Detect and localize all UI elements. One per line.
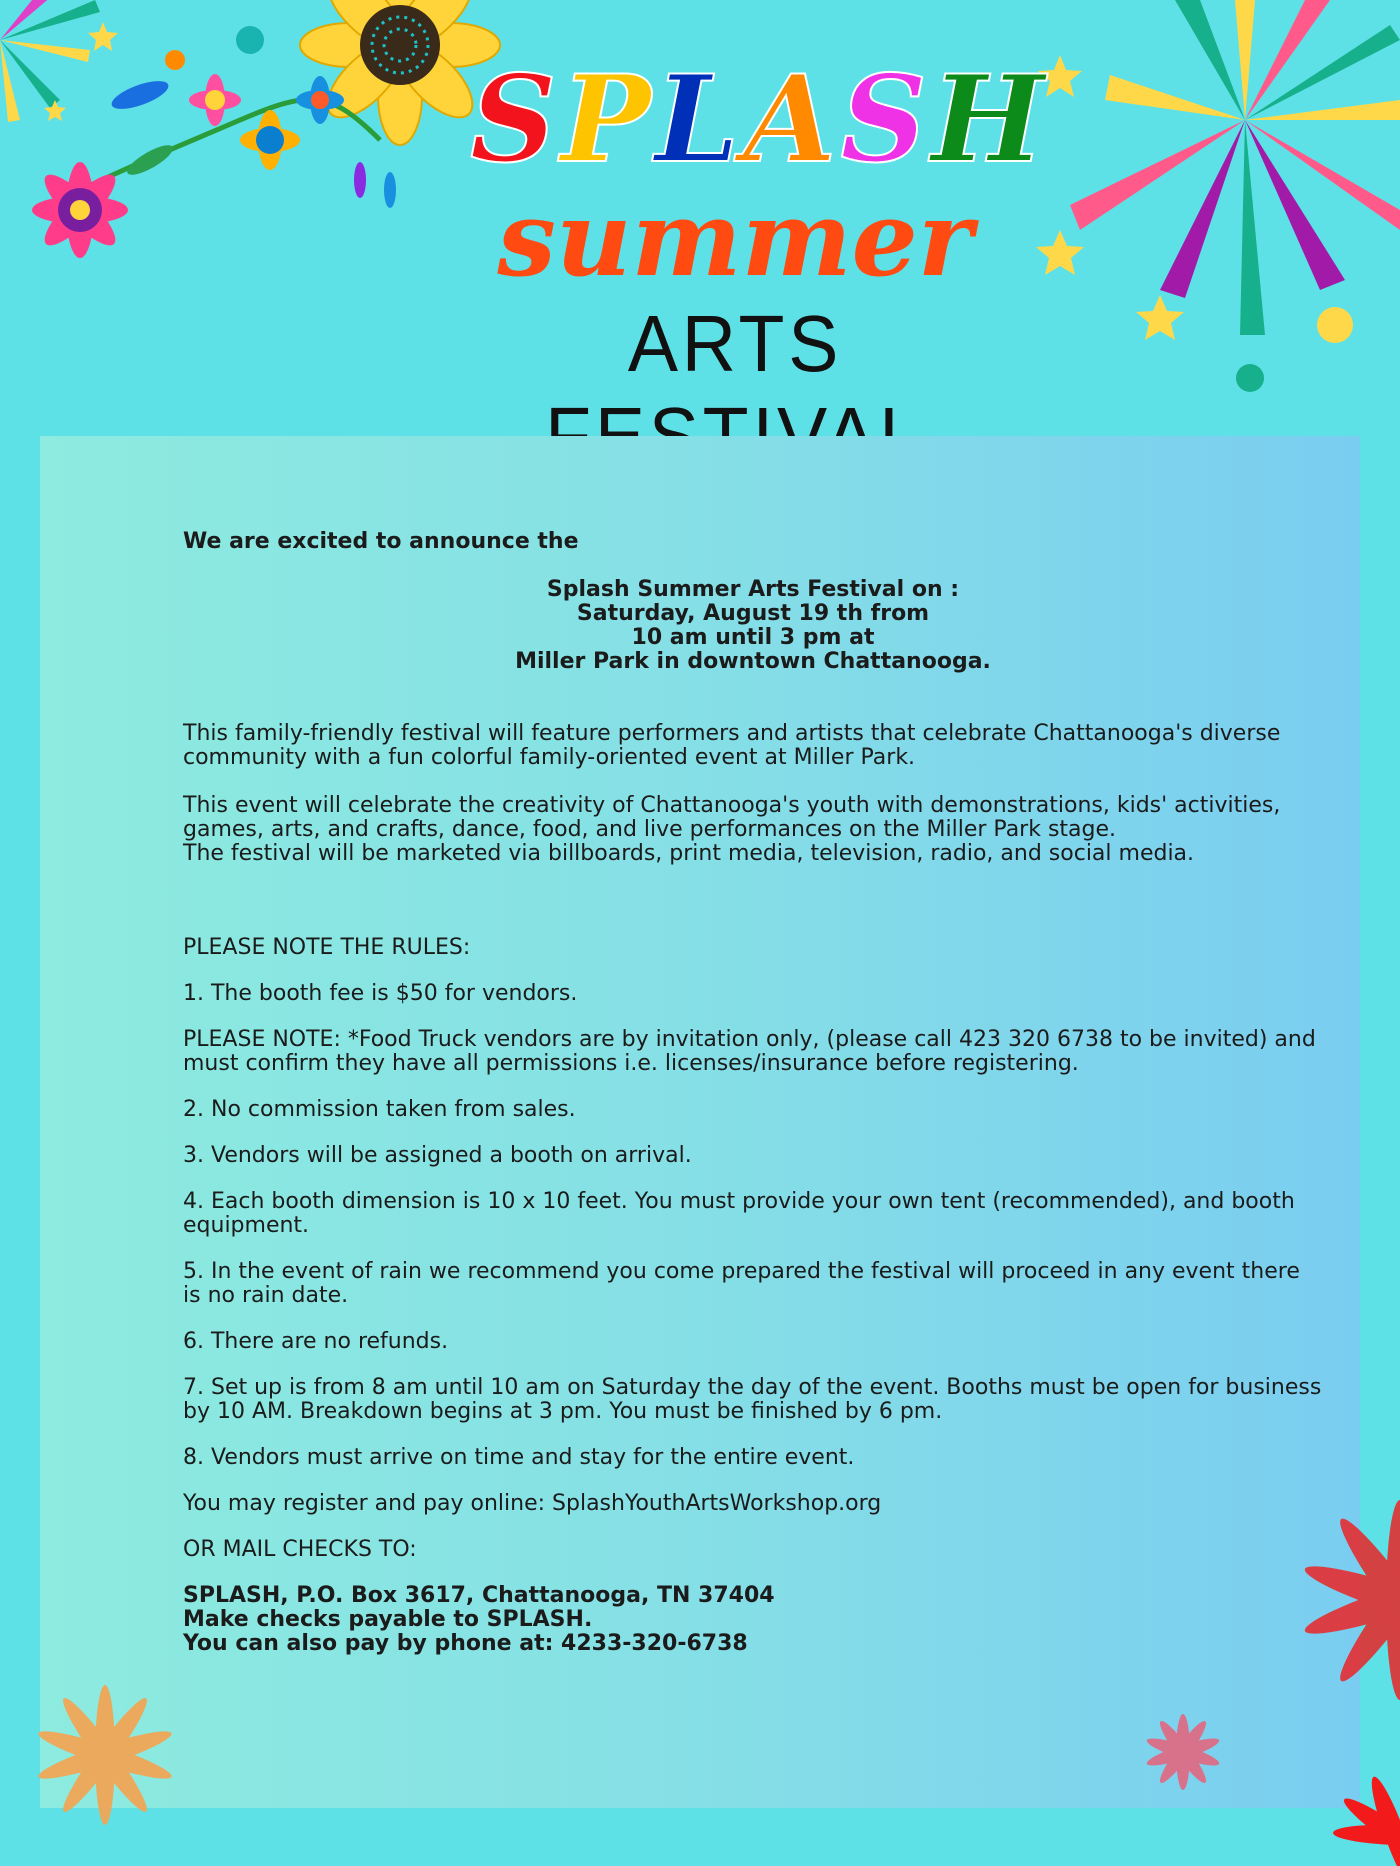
rule-item: 7. Set up is from 8 am until 10 am on Saturday the day of the event. Booths must be open for business by 10 AM. Breakdown begins at 3 pm. You must be finished by 6 pm. (183, 1375, 1322, 1424)
mail-address-block (183, 1584, 1323, 1656)
announcement-body (183, 530, 1323, 1656)
title-summer: summer (497, 177, 973, 300)
rule-item: 3. Vendors will be assigned a booth on arrival. (183, 1143, 692, 1168)
mail-line: You can also pay by phone at: 4233-320-6738 (183, 1631, 748, 1656)
title-letter: P (560, 49, 655, 190)
rule-item: 8. Vendors must arrive on time and stay for the entire event. (183, 1445, 855, 1470)
event-line: Miller Park in downtown Chattanooga. (515, 649, 991, 674)
description-paragraph: The festival will be marketed via billboards, print media, television, radio, and social media. (183, 841, 1195, 866)
intro-text: We are excited to announce the (183, 529, 579, 554)
title-letter: A (743, 49, 841, 190)
rule-item: 2. No commission taken from sales. (183, 1097, 576, 1122)
rule-item: 5. In the event of rain we recommend you come prepared the festival will proceed in any event there is no rain date. (183, 1259, 1300, 1308)
title-arts-festival: ARTS (627, 299, 843, 388)
rule-item: 1. The booth fee is $50 for vendors. (183, 981, 578, 1006)
title-splash (470, 49, 1049, 190)
mail-line: SPLASH, P.O. Box 3617, Chattanooga, TN 37404 (183, 1583, 775, 1608)
rule-item: 4. Each booth dimension is 10 x 10 feet. You must provide your own tent (recommended), and booth equipment. (183, 1189, 1295, 1238)
rule-item: 6. There are no refunds. (183, 1329, 449, 1354)
festival-logo (470, 49, 1049, 482)
event-line: 10 am until 3 pm at (631, 625, 875, 650)
title-letter: H (931, 49, 1049, 190)
food-truck-note: PLEASE NOTE: *Food Truck vendors are by invitation only, (please call 423 320 6738 to be invited) and must confirm they have all permissions i.e. licenses/insurance before registering. (183, 1027, 1316, 1076)
mail-line: Make checks payable to SPLASH. (183, 1607, 593, 1632)
mail-heading: OR MAIL CHECKS TO: (183, 1537, 417, 1562)
event-details (183, 578, 1323, 674)
description-paragraph: This event will celebrate the creativity of Chattanooga's youth with demonstrations, kids' activities, games, arts, and crafts, dance, food, and live performances on the Miller Park stage. (183, 793, 1281, 842)
title-letter: L (654, 49, 744, 190)
rules-heading: PLEASE NOTE THE RULES: (183, 935, 471, 960)
event-line: Splash Summer Arts Festival on : (546, 577, 960, 602)
title-letter: S (840, 49, 932, 190)
description-paragraph: This family-friendly festival will feature performers and artists that celebrate Chattanooga's diverse community with a fun colorful family-oriented event at Miller Park. (183, 721, 1281, 770)
title-letter: S (470, 49, 561, 190)
star-icon (44, 22, 118, 121)
right-burst-icon (1070, 0, 1400, 392)
event-line: Saturday, August 19 th from (576, 601, 930, 626)
left-burst-icon (0, 0, 100, 122)
register-online-text: You may register and pay online: SplashYouthArtsWorkshop.org (183, 1491, 882, 1516)
